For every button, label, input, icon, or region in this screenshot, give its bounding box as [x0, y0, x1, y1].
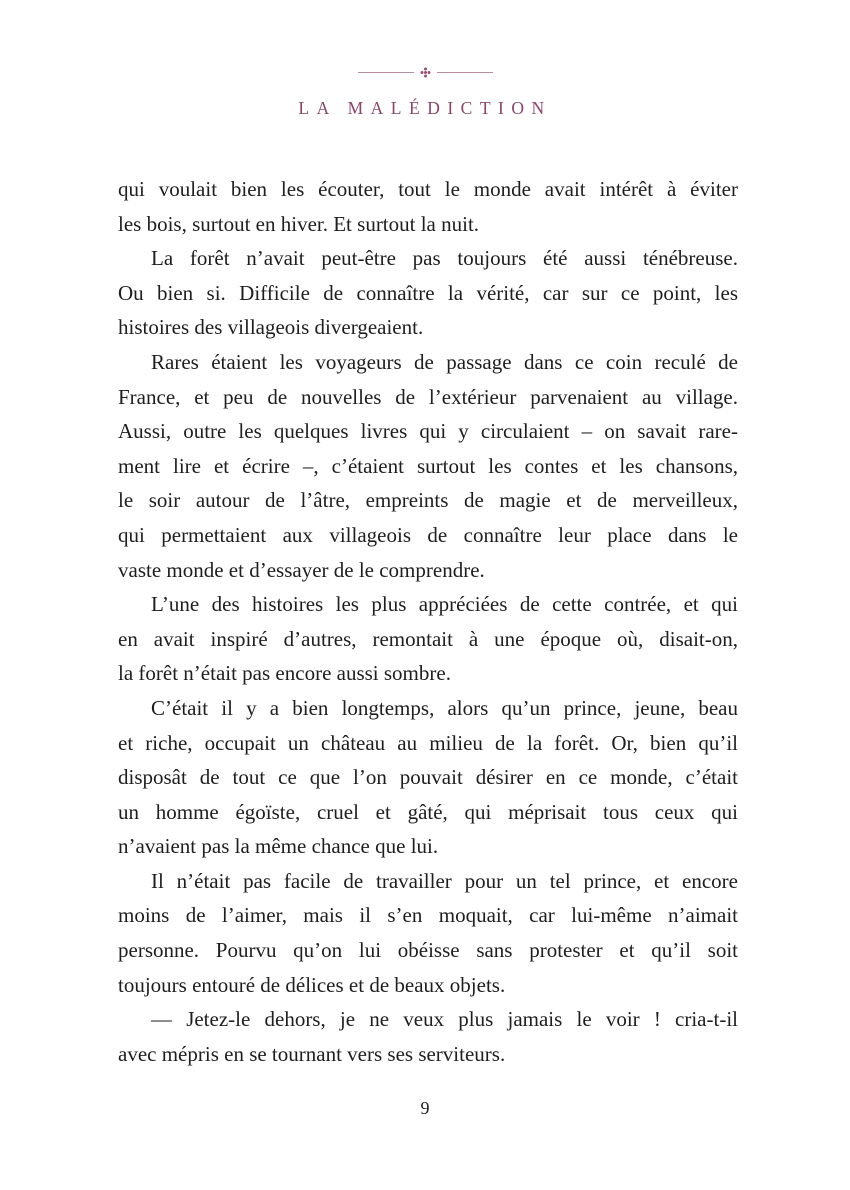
text-line: avec mépris en se tournant vers ses serviteurs. [118, 1041, 506, 1066]
text-line: et riche, occupait un château au milieu de la forêt. Or, bien qu’il [118, 730, 738, 755]
text-line: qui permettaient aux villageois de connaître leur place dans le [118, 522, 738, 547]
page-number: 9 [420, 1098, 430, 1118]
header-ornament [0, 66, 850, 79]
ornament-rule-right [437, 72, 493, 73]
text-line: les bois, surtout en hiver. Et surtout la nuit. [118, 211, 480, 236]
flower-icon [424, 71, 427, 74]
text-line: personne. Pourvu qu’on lui obéisse sans protester et qu’il soit [118, 938, 738, 963]
text-line: le soir autour de l’âtre, empreints de magie et de merveilleux, [118, 488, 738, 513]
text-line: moins de l’aimer, mais il s’en moquait, car lui-même n’aimait [118, 903, 738, 928]
paragraph [118, 345, 738, 587]
text-line: L’une des histoires les plus appréciées de cette contrée, et qui [151, 592, 738, 617]
text-line: disposât de tout ce que l’on pouvait désirer en ce monde, c’était [118, 765, 738, 790]
text-line: ment lire et écrire –, c’étaient surtout les contes et les chansons, [118, 453, 738, 478]
text-line: Aussi, outre les quelques livres qui y circulaient – on savait rare- [118, 419, 738, 444]
ornament-rule-left [358, 72, 414, 73]
text-line: en avait inspiré d’autres, remontait à une époque où, disait-on, [118, 626, 738, 651]
paragraph [118, 691, 738, 864]
text-line: — Jetez-le dehors, je ne veux plus jamais le voir ! cria-t-il [151, 1007, 738, 1032]
text-line: n’avaient pas la même chance que lui. [118, 834, 439, 859]
page-footer [0, 1098, 850, 1119]
paragraph [118, 1002, 738, 1071]
text-line: La forêt n’avait peut-être pas toujours été aussi ténébreuse. [151, 246, 738, 271]
chapter-title: LA MALÉDICTION [298, 98, 552, 118]
text-line: histoires des villageois divergeaient. [118, 315, 424, 340]
text-line: un homme égoïste, cruel et gâté, qui méprisait tous ceux qui [118, 799, 738, 824]
paragraph [118, 864, 738, 1002]
paragraph [118, 241, 738, 345]
text-line: qui voulait bien les écouter, tout le monde avait intérêt à éviter [118, 177, 738, 201]
body-text [118, 172, 738, 1071]
text-line: Il n’était pas facile de travailler pour un tel prince, et encore [151, 868, 738, 893]
text-line: vaste monde et d’essayer de le comprendre. [118, 557, 485, 582]
paragraph [118, 172, 738, 241]
chapter-header [0, 66, 850, 119]
text-line: C’était il y a bien longtemps, alors qu’un prince, jeune, beau [151, 695, 738, 720]
text-line: Ou bien si. Difficile de connaître la vérité, car sur ce point, les [118, 280, 738, 305]
paragraph [118, 587, 738, 691]
text-line: la forêt n’était pas encore aussi sombre. [118, 661, 451, 686]
text-line: toujours entouré de délices et de beaux objets. [118, 972, 506, 997]
text-line: France, et peu de nouvelles de l’extérieur parvenaient au village. [118, 384, 738, 409]
text-line: Rares étaient les voyageurs de passage dans ce coin reculé de [151, 349, 738, 374]
